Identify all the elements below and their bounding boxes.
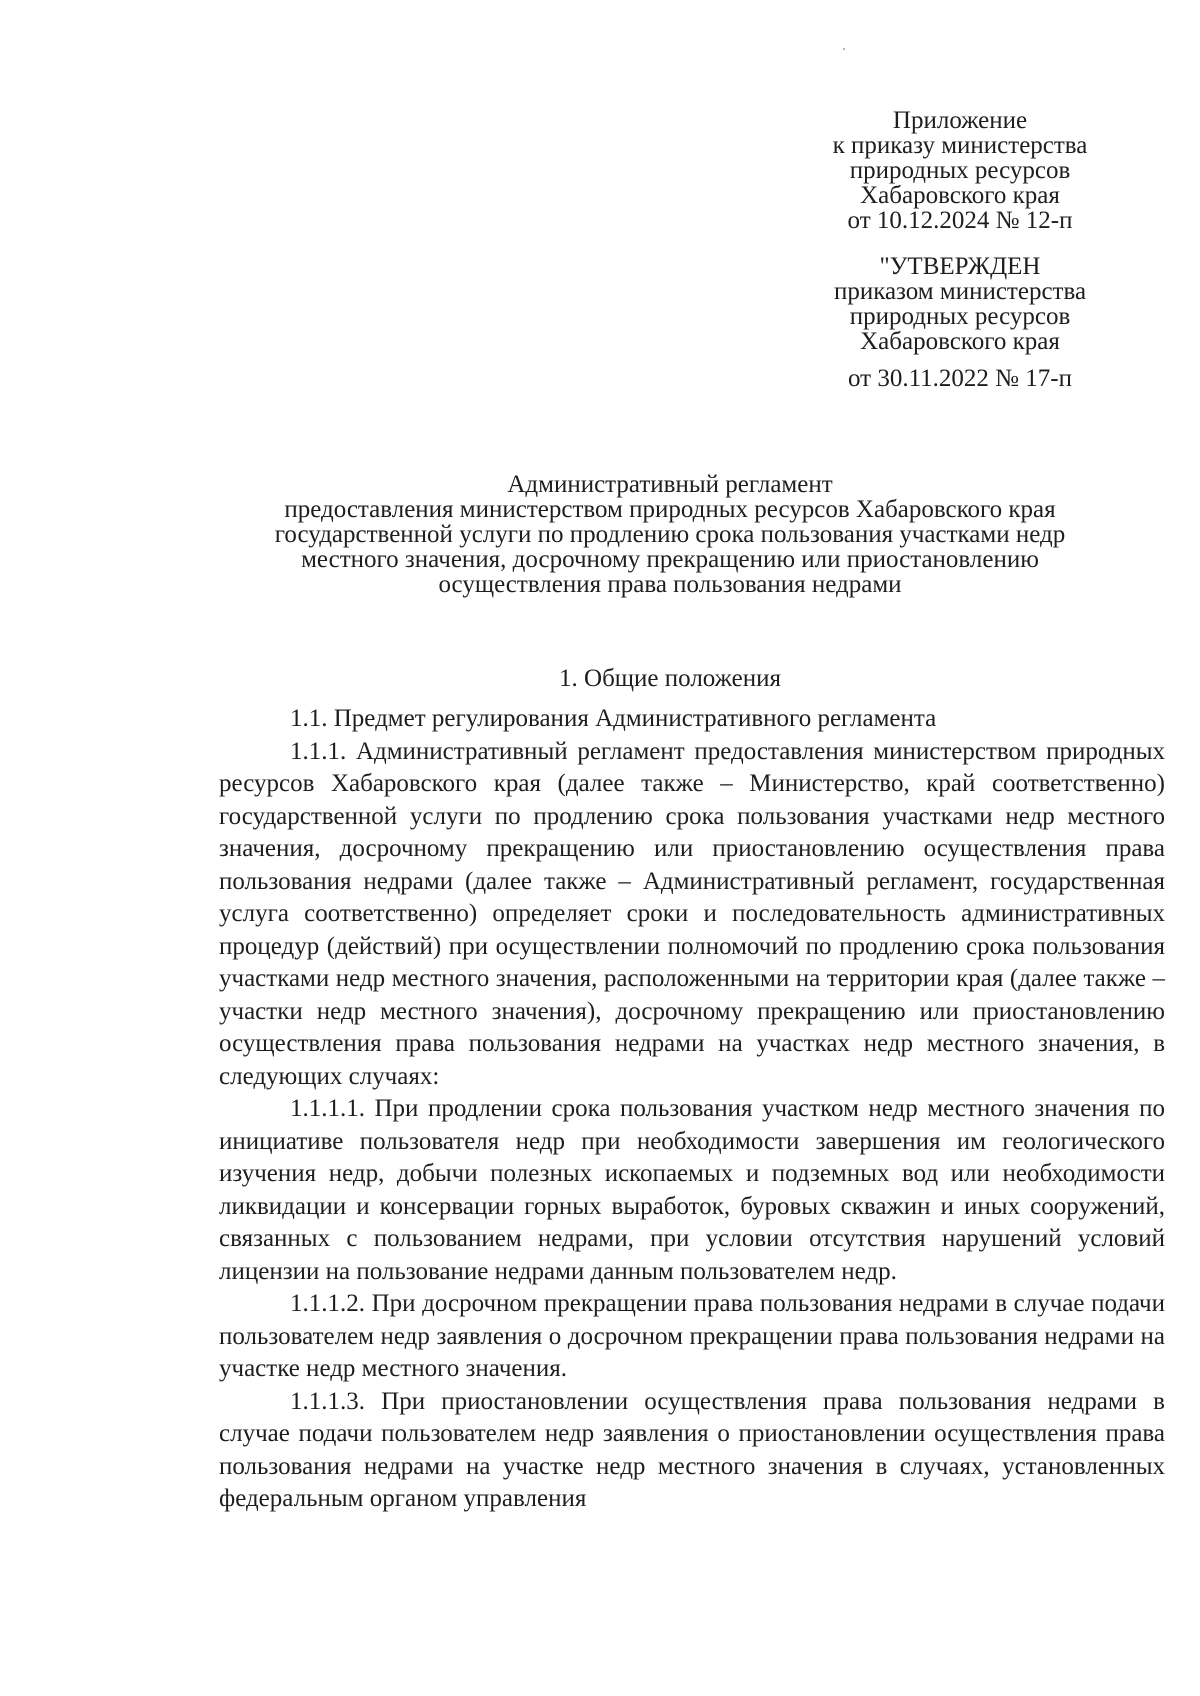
appendix-line: природных ресурсов bbox=[849, 157, 1071, 184]
paragraph: 1.1.1.1. При продлении срока пользования участком недр местного значения по инициативе пользователя недр при необходимости завершения им геологического изучения недр, добычи полезных ископаемых и подземных вод или необходимости ликвидации и консервации горных выработок, буровых скважин и иных сооружений, связанных с пользованием недрами, при условии отсутствия нарушений условий лицензии на пользование недрами данным пользователем недр. bbox=[219, 1095, 1165, 1285]
approval-line: природных ресурсов bbox=[849, 303, 1071, 330]
paragraph: 1.1.1.2. При досрочном прекращении права пользования недрами в случае подачи пользователем недр заявления о досрочном прекращении права пользования недрами на участке недр местного значения. bbox=[219, 1290, 1165, 1382]
section-heading: 1. Общие положения bbox=[559, 665, 781, 692]
title-line: местного значения, досрочному прекращению или приостановлению bbox=[301, 546, 1039, 573]
paragraph: 1.1.1. Административный регламент предоставления министерством природных ресурсов Хабаровского края (далее также – Министерство, край соответственно) государственной услуги по продлению срока пользования участками недр местного значения, досрочному прекращению или приостановлению осуществления права пользования недрами (далее также – Административный регламент, государственная услуга соответственно) определяет сроки и последовательность административных процедур (действий) при осуществлении полномочий по продлению срока пользования участками недр местного значения, расположенными на территории края (далее также – участки недр местного значения), досрочному прекращению или приостановлению осуществления права пользования недрами на участках недр местного значения, в следующих случаях: bbox=[219, 737, 1165, 1090]
appendix-line: от 10.12.2024 № 12-п bbox=[847, 207, 1073, 234]
paragraph: 1.1. Предмет регулирования Административного регламента bbox=[290, 705, 937, 732]
approval-stamp-block bbox=[800, 254, 1120, 391]
document-title bbox=[215, 472, 1125, 597]
approval-line: Хабаровского края bbox=[860, 328, 1060, 355]
approval-line: "УТВЕРЖДЕН bbox=[879, 253, 1041, 280]
title-line: Административный регламент bbox=[507, 471, 833, 498]
title-line: государственной услуги по продлению срока пользования участками недр bbox=[274, 521, 1066, 548]
paragraph: 1.1.1.3. При приостановлении осуществления права пользования недрами в случае подачи пользователем недр заявления о приостановлении осуществления права пользования недрами на участке недр местного значения в случаях, установленных федеральным органом управления bbox=[219, 1387, 1165, 1512]
approval-line: от 30.11.2022 № 17-п bbox=[848, 365, 1072, 392]
title-line: осуществления права пользования недрами bbox=[438, 571, 902, 598]
appendix-line: Приложение bbox=[892, 107, 1028, 134]
body-text bbox=[219, 703, 1165, 1516]
approval-line: приказом министерства bbox=[833, 278, 1087, 305]
appendix-line: Хабаровского края bbox=[860, 182, 1060, 209]
title-line: предоставления министерством природных ресурсов Хабаровского края bbox=[284, 496, 1056, 523]
scan-speck bbox=[843, 48, 845, 50]
appendix-block bbox=[800, 108, 1120, 233]
appendix-line: к приказу министерства bbox=[832, 132, 1088, 159]
